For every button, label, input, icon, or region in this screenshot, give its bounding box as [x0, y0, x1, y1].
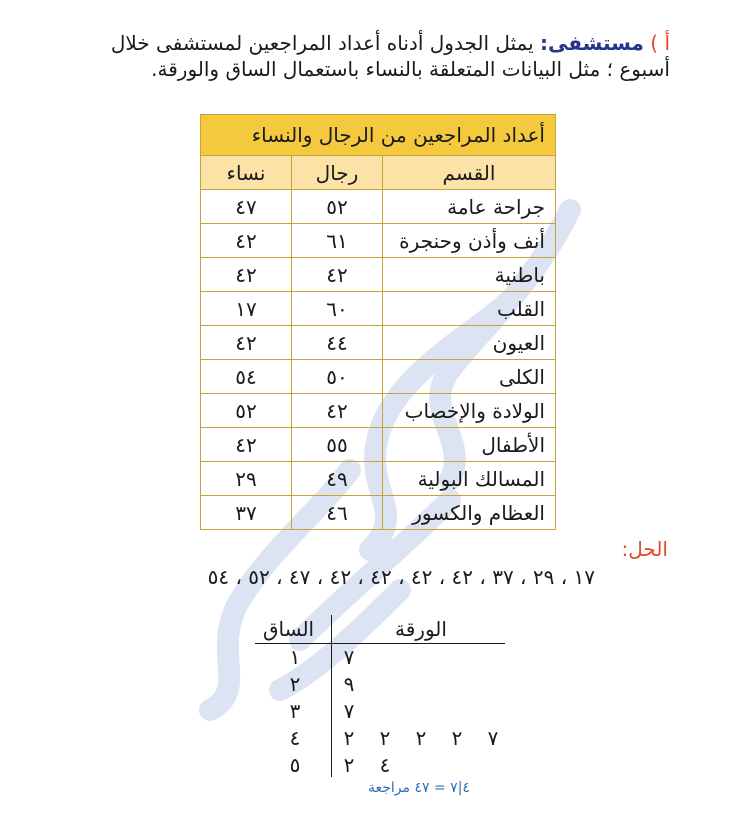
- cell-department: العيون: [383, 326, 556, 360]
- table-row: [201, 462, 556, 496]
- problem-marker: أ ): [650, 31, 670, 55]
- cell-women: ٣٧: [201, 496, 292, 530]
- table-row: [201, 428, 556, 462]
- cell-department: جراحة عامة: [383, 190, 556, 224]
- table-row: [201, 496, 556, 530]
- leaf-value: ٢: [451, 726, 463, 750]
- stem-row: [255, 753, 505, 780]
- plot-key: ٤|٧ = ٤٧ مراجعة: [368, 780, 470, 796]
- leaf-value: ٧: [343, 699, 355, 723]
- table-row: [201, 190, 556, 224]
- table-title: أعداد المراجعين من الرجال والنساء: [201, 115, 556, 156]
- stem-value: ٥: [289, 753, 301, 777]
- cell-women: ٤٢: [201, 326, 292, 360]
- header-divider: [255, 643, 505, 644]
- stem-value: ٤: [289, 726, 301, 750]
- table-row: [201, 292, 556, 326]
- cell-women: ٤٢: [201, 224, 292, 258]
- cell-men: ٤٤: [292, 326, 383, 360]
- cell-women: ٥٤: [201, 360, 292, 394]
- table-row: [201, 326, 556, 360]
- leaf-value: ٤: [379, 753, 391, 777]
- stem-header: الساق: [263, 617, 315, 641]
- cell-men: ٤٢: [292, 258, 383, 292]
- cell-women: ٤٢: [201, 258, 292, 292]
- cell-department: المسالك البولية: [383, 462, 556, 496]
- leaf-value: ٢: [415, 726, 427, 750]
- cell-women: ٤٢: [201, 428, 292, 462]
- table-row: [201, 224, 556, 258]
- table-row: [201, 360, 556, 394]
- leaf-value: ٢: [379, 726, 391, 750]
- stem-row: [255, 699, 505, 726]
- leaf-header: الورقة: [395, 617, 447, 641]
- stem-row: [255, 726, 505, 753]
- problem-text: يمثل الجدول أدناه أعداد المراجعين لمستشفى خلال أسبوع ؛ مثل البيانات المتعلقة بالنساء باستعمال الساق والورقة.: [110, 31, 670, 81]
- cell-department: العظام والكسور: [383, 496, 556, 530]
- cell-women: ٢٩: [201, 462, 292, 496]
- stem-value: ٢: [289, 672, 301, 696]
- leaf-value: ٧: [487, 726, 499, 750]
- problem-heading: مستشفى:: [540, 31, 644, 55]
- cell-men: ٤٦: [292, 496, 383, 530]
- cell-men: ٥٥: [292, 428, 383, 462]
- cell-men: ٦١: [292, 224, 383, 258]
- stem-row: [255, 672, 505, 699]
- cell-department: الولادة والإخصاب: [383, 394, 556, 428]
- sorted-values: ١٧ ، ٢٩ ، ٣٧ ، ٤٢ ، ٤٢ ، ٤٢ ، ٤٢ ، ٤٧ ، ٥٢ ، ٥٤: [207, 565, 595, 589]
- stem-and-leaf-plot: [255, 615, 505, 780]
- problem-statement: [70, 30, 670, 82]
- cell-department: باطنية: [383, 258, 556, 292]
- header-women: نساء: [201, 156, 292, 190]
- cell-department: الكلى: [383, 360, 556, 394]
- cell-men: ٥٠: [292, 360, 383, 394]
- leaf-value: ٢: [343, 753, 355, 777]
- cell-men: ٥٢: [292, 190, 383, 224]
- header-department: القسم: [383, 156, 556, 190]
- solution-label: الحل:: [621, 537, 668, 561]
- table-row: [201, 258, 556, 292]
- cell-men: ٦٠: [292, 292, 383, 326]
- cell-men: ٤٢: [292, 394, 383, 428]
- cell-men: ٤٩: [292, 462, 383, 496]
- table-row: [201, 394, 556, 428]
- stem-row: [255, 645, 505, 672]
- cell-department: الأطفال: [383, 428, 556, 462]
- leaf-value: ٧: [343, 645, 355, 669]
- header-men: رجال: [292, 156, 383, 190]
- leaf-value: ٢: [343, 726, 355, 750]
- cell-women: ٥٢: [201, 394, 292, 428]
- stem-value: ١: [289, 645, 301, 669]
- cell-women: ٤٧: [201, 190, 292, 224]
- cell-department: أنف وأذن وحنجرة: [383, 224, 556, 258]
- cell-department: القلب: [383, 292, 556, 326]
- cell-women: ١٧: [201, 292, 292, 326]
- visitors-table: [200, 114, 556, 530]
- stem-value: ٣: [289, 699, 301, 723]
- leaf-value: ٩: [343, 672, 355, 696]
